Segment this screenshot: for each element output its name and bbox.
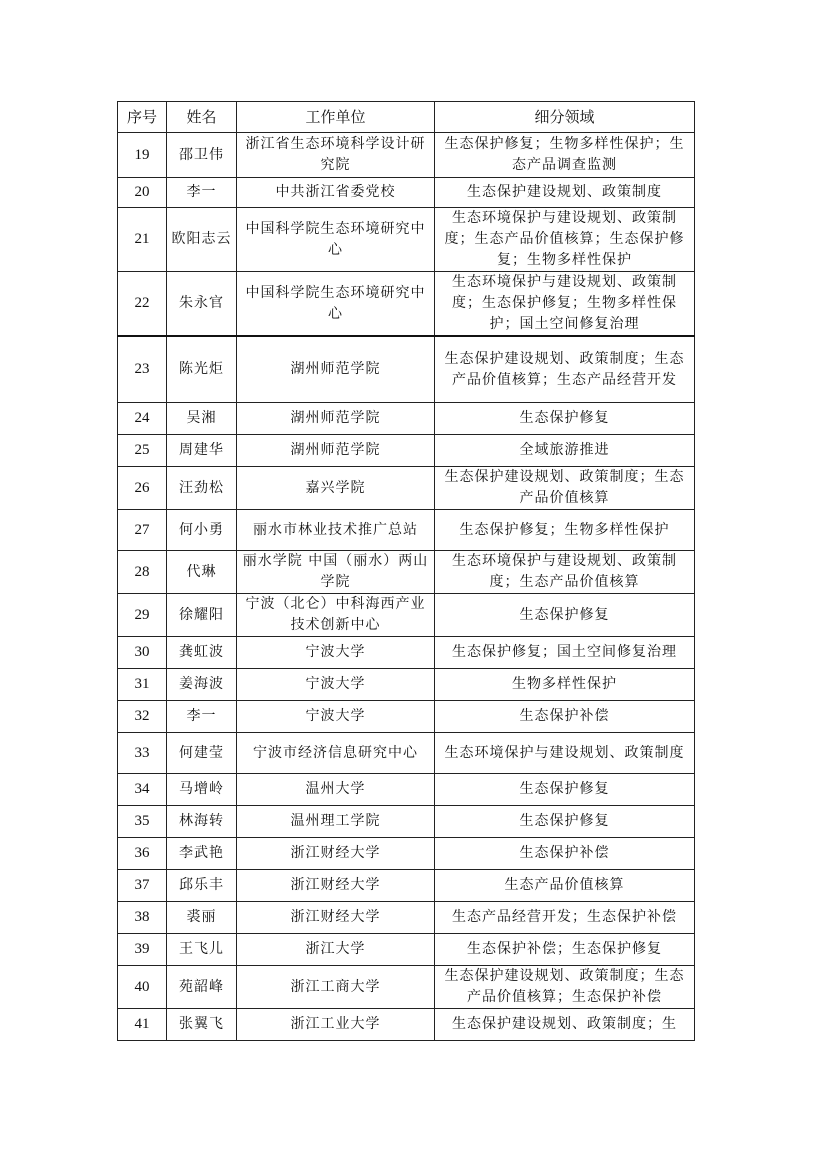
name-cell: 姜海波 xyxy=(167,669,237,701)
work-unit-cell: 丽水学院 中国（丽水）两山学院 xyxy=(237,551,435,594)
work-unit-cell: 浙江财经大学 xyxy=(237,870,435,902)
field-cell: 生态环境保护与建设规划、政策制度；生态保护修复；生物多样性保护；国土空间修复治理 xyxy=(435,272,695,337)
serial-number-cell: 39 xyxy=(118,934,167,966)
field-cell: 生态保护修复 xyxy=(435,403,695,435)
work-unit-cell: 温州理工学院 xyxy=(237,806,435,838)
work-unit-cell: 浙江大学 xyxy=(237,934,435,966)
name-cell: 周建华 xyxy=(167,435,237,467)
work-unit-cell: 中国科学院生态环境研究中心 xyxy=(237,208,435,272)
work-unit-cell: 浙江工商大学 xyxy=(237,966,435,1009)
name-cell: 王飞儿 xyxy=(167,934,237,966)
table-row xyxy=(118,435,695,467)
table-row xyxy=(118,551,695,594)
table-row xyxy=(118,733,695,774)
table-body xyxy=(118,133,695,1041)
serial-number-cell: 25 xyxy=(118,435,167,467)
serial-number-cell: 32 xyxy=(118,701,167,733)
field-cell: 生态保护修复；生物多样性保护；生态产品调查监测 xyxy=(435,133,695,178)
serial-number-cell: 34 xyxy=(118,774,167,806)
serial-number-cell: 24 xyxy=(118,403,167,435)
field-cell: 生态保护建设规划、政策制度；生 xyxy=(435,1009,695,1041)
field-cell: 生态保护建设规划、政策制度；生态产品价值核算；生态保护补偿 xyxy=(435,966,695,1009)
name-cell: 邵卫伟 xyxy=(167,133,237,178)
table-row xyxy=(118,510,695,551)
serial-number-cell: 20 xyxy=(118,178,167,208)
work-unit-cell: 宁波大学 xyxy=(237,669,435,701)
work-unit-cell: 宁波（北仑）中科海西产业技术创新中心 xyxy=(237,594,435,637)
work-unit-cell: 湖州师范学院 xyxy=(237,403,435,435)
name-cell: 裘丽 xyxy=(167,902,237,934)
table-row xyxy=(118,403,695,435)
expert-table xyxy=(117,101,695,1041)
table-row xyxy=(118,934,695,966)
field-cell: 生态保护修复 xyxy=(435,806,695,838)
name-cell: 马增岭 xyxy=(167,774,237,806)
table-row xyxy=(118,637,695,669)
name-cell: 李一 xyxy=(167,178,237,208)
table-row xyxy=(118,467,695,510)
field-cell: 生态保护修复；生物多样性保护 xyxy=(435,510,695,551)
name-cell: 林海转 xyxy=(167,806,237,838)
name-cell: 陈光炬 xyxy=(167,336,237,403)
serial-number-cell: 41 xyxy=(118,1009,167,1041)
table-row xyxy=(118,208,695,272)
name-cell: 汪劲松 xyxy=(167,467,237,510)
serial-number-cell: 31 xyxy=(118,669,167,701)
header-name: 姓名 xyxy=(167,102,237,133)
field-cell: 生态保护修复；国土空间修复治理 xyxy=(435,637,695,669)
name-cell: 李一 xyxy=(167,701,237,733)
table-row xyxy=(118,594,695,637)
work-unit-cell: 湖州师范学院 xyxy=(237,435,435,467)
field-cell: 生态保护补偿 xyxy=(435,701,695,733)
field-cell: 生态保护建设规划、政策制度 xyxy=(435,178,695,208)
table-row xyxy=(118,178,695,208)
name-cell: 何建莹 xyxy=(167,733,237,774)
name-cell: 邱乐丰 xyxy=(167,870,237,902)
table-row xyxy=(118,669,695,701)
table-row xyxy=(118,336,695,403)
serial-number-cell: 28 xyxy=(118,551,167,594)
serial-number-cell: 19 xyxy=(118,133,167,178)
table-row xyxy=(118,701,695,733)
serial-number-cell: 37 xyxy=(118,870,167,902)
work-unit-cell: 中共浙江省委党校 xyxy=(237,178,435,208)
header-work-unit: 工作单位 xyxy=(237,102,435,133)
name-cell: 苑韶峰 xyxy=(167,966,237,1009)
table-row xyxy=(118,902,695,934)
table-row xyxy=(118,838,695,870)
serial-number-cell: 38 xyxy=(118,902,167,934)
serial-number-cell: 33 xyxy=(118,733,167,774)
field-cell: 生态环境保护与建设规划、政策制度；生态产品价值核算 xyxy=(435,551,695,594)
work-unit-cell: 中国科学院生态环境研究中心 xyxy=(237,272,435,337)
field-cell: 生态保护补偿 xyxy=(435,838,695,870)
serial-number-cell: 40 xyxy=(118,966,167,1009)
name-cell: 代琳 xyxy=(167,551,237,594)
field-cell: 全域旅游推进 xyxy=(435,435,695,467)
field-cell: 生态保护修复 xyxy=(435,594,695,637)
name-cell: 张翼飞 xyxy=(167,1009,237,1041)
name-cell: 欧阳志云 xyxy=(167,208,237,272)
work-unit-cell: 丽水市林业技术推广总站 xyxy=(237,510,435,551)
work-unit-cell: 浙江财经大学 xyxy=(237,838,435,870)
serial-number-cell: 21 xyxy=(118,208,167,272)
field-cell: 生态保护修复 xyxy=(435,774,695,806)
table-row xyxy=(118,1009,695,1041)
field-cell: 生态环境保护与建设规划、政策制度 xyxy=(435,733,695,774)
field-cell: 生态环境保护与建设规划、政策制度；生态产品价值核算；生态保护修复；生物多样性保护 xyxy=(435,208,695,272)
field-cell: 生物多样性保护 xyxy=(435,669,695,701)
table-row xyxy=(118,966,695,1009)
work-unit-cell: 宁波大学 xyxy=(237,701,435,733)
serial-number-cell: 22 xyxy=(118,272,167,337)
field-cell: 生态产品经营开发；生态保护补偿 xyxy=(435,902,695,934)
serial-number-cell: 35 xyxy=(118,806,167,838)
serial-number-cell: 23 xyxy=(118,336,167,403)
serial-number-cell: 26 xyxy=(118,467,167,510)
work-unit-cell: 湖州师范学院 xyxy=(237,336,435,403)
name-cell: 龚虹波 xyxy=(167,637,237,669)
field-cell: 生态保护建设规划、政策制度；生态产品价值核算；生态产品经营开发 xyxy=(435,336,695,403)
serial-number-cell: 36 xyxy=(118,838,167,870)
table-row xyxy=(118,870,695,902)
serial-number-cell: 27 xyxy=(118,510,167,551)
table-header-row xyxy=(118,102,695,133)
field-cell: 生态产品价值核算 xyxy=(435,870,695,902)
work-unit-cell: 浙江财经大学 xyxy=(237,902,435,934)
work-unit-cell: 浙江工业大学 xyxy=(237,1009,435,1041)
name-cell: 徐耀阳 xyxy=(167,594,237,637)
serial-number-cell: 30 xyxy=(118,637,167,669)
serial-number-cell: 29 xyxy=(118,594,167,637)
header-field: 细分领域 xyxy=(435,102,695,133)
table-row xyxy=(118,272,695,337)
name-cell: 朱永官 xyxy=(167,272,237,337)
work-unit-cell: 浙江省生态环境科学设计研究院 xyxy=(237,133,435,178)
header-serial-number: 序号 xyxy=(118,102,167,133)
name-cell: 吴湘 xyxy=(167,403,237,435)
field-cell: 生态保护建设规划、政策制度；生态产品价值核算 xyxy=(435,467,695,510)
table-row xyxy=(118,806,695,838)
work-unit-cell: 嘉兴学院 xyxy=(237,467,435,510)
work-unit-cell: 宁波市经济信息研究中心 xyxy=(237,733,435,774)
work-unit-cell: 温州大学 xyxy=(237,774,435,806)
table-row xyxy=(118,774,695,806)
table-row xyxy=(118,133,695,178)
name-cell: 李武艳 xyxy=(167,838,237,870)
work-unit-cell: 宁波大学 xyxy=(237,637,435,669)
name-cell: 何小勇 xyxy=(167,510,237,551)
field-cell: 生态保护补偿；生态保护修复 xyxy=(435,934,695,966)
